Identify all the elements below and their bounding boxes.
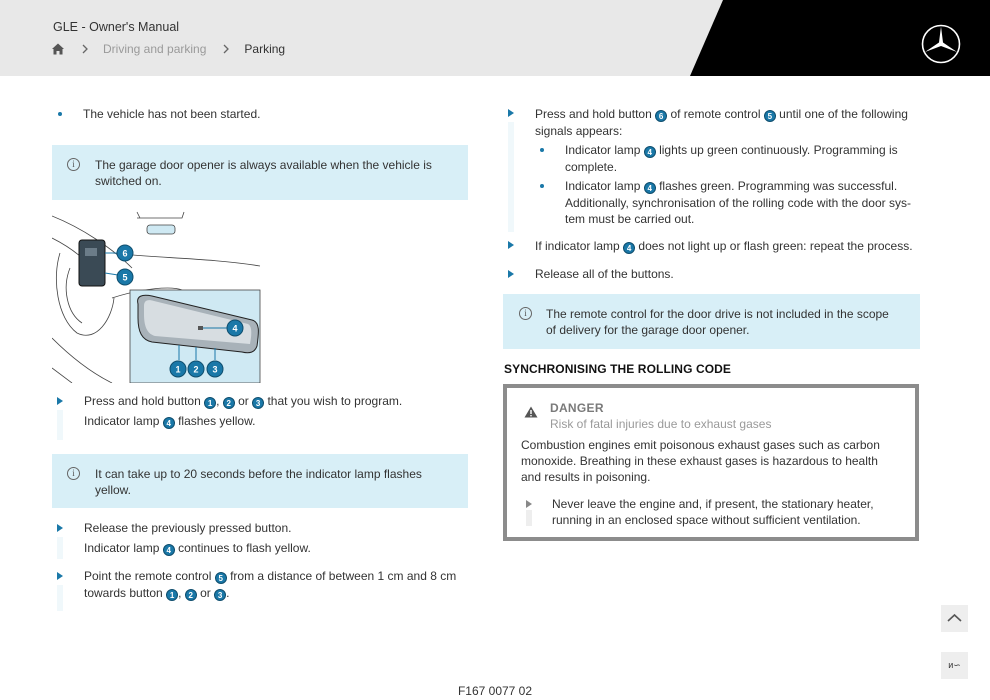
info-box-availability — [52, 145, 468, 200]
step-bar — [508, 122, 514, 232]
callout-1 — [170, 361, 186, 377]
callout-2 — [188, 361, 204, 377]
svg-text:1: 1 — [175, 364, 181, 375]
step-press-button: Press and hold button 1 , 2 or 3 that you wish to program. — [84, 394, 403, 408]
bullet-dot — [540, 184, 544, 188]
mercedes-star-logo — [920, 23, 962, 65]
chevron-right-icon — [222, 44, 230, 54]
step-release-button: Release the previously pressed button. — [84, 521, 292, 535]
breadcrumb — [51, 42, 285, 56]
callout-3 — [207, 361, 223, 377]
danger-step: Never leave the engine and, if present, the stationary heater, running in an enclosed space without sufficient ventilation. — [552, 497, 874, 527]
callout-4 — [227, 320, 243, 336]
step-arrow — [57, 524, 63, 532]
step-bar — [57, 537, 63, 559]
callout-5 — [117, 269, 133, 285]
prerequisite-text: The vehicle has not been started. — [83, 107, 261, 121]
app-title: GLE - Owner's Manual — [53, 20, 180, 34]
page-header — [0, 0, 990, 76]
scroll-up-button[interactable] — [941, 605, 968, 632]
info-text: It can take up to 20 seconds before the indicator lamp flashes yellow. — [95, 467, 422, 497]
signal-green-flashing: Indicator lamp 4 flashes green. Programming was successful. Additionally, synchronisation of the rolling code with the door sys-tem must be carried out. — [565, 179, 911, 226]
chevron-right-icon — [81, 44, 89, 54]
step-bar — [57, 585, 63, 611]
step-point-remote: Point the remote control 5 from a distance of between 1 cm and 8 cm towards button 1 , 2 or 3 . — [84, 569, 457, 600]
breadcrumb-item-parking[interactable]: Parking — [244, 42, 286, 56]
svg-text:4: 4 — [232, 323, 238, 334]
svg-text:3: 3 — [212, 364, 218, 375]
mirror-illustration — [52, 208, 264, 383]
svg-text:6: 6 — [122, 248, 128, 259]
callout-6 — [117, 245, 133, 261]
step-bar — [526, 510, 532, 526]
page-corner-button[interactable]: ᴎ∽ — [941, 652, 968, 679]
danger-box — [503, 384, 919, 541]
info-box-wait — [52, 454, 468, 508]
figure-code: F167 0077 02 — [457, 684, 533, 698]
step-arrow — [508, 241, 514, 249]
step-arrow — [526, 500, 532, 508]
info-text: The garage door opener is always available when the vehicle is switched on. — [95, 158, 432, 188]
step-press-remote: Press and hold button 6 of remote control 5 until one of the following signals appears: — [535, 107, 908, 138]
step-arrow — [508, 270, 514, 278]
info-text: The remote control for the door drive is not included in the scope of delivery for the garage door opener. — [546, 307, 889, 337]
info-icon: i — [67, 158, 80, 171]
step-arrow — [508, 109, 514, 117]
warning-triangle-icon — [524, 406, 538, 418]
info-icon: i — [67, 467, 80, 480]
step-arrow — [57, 572, 63, 580]
step-release-all: Release all of the buttons. — [535, 267, 674, 281]
step-bar — [57, 410, 63, 440]
step-arrow — [57, 397, 63, 405]
bullet-dot — [540, 148, 544, 152]
step-result-yellow: Indicator lamp 4 flashes yellow. — [84, 414, 256, 428]
section-title: SYNCHRONISING THE ROLLING CODE — [504, 362, 732, 376]
svg-text:2: 2 — [193, 364, 199, 375]
danger-body: Combustion engines emit poisonous exhaust gases such as carbon monoxide. Breathing in these exhaust gases is hazardous to health and results in poisoning. — [521, 438, 880, 484]
info-icon: i — [519, 307, 532, 320]
signal-green-continuous: Indicator lamp 4 lights up green continuously. Programming is complete. — [565, 143, 898, 174]
danger-title: DANGER — [550, 401, 604, 415]
info-box-delivery — [503, 294, 920, 349]
home-icon[interactable] — [51, 42, 65, 56]
breadcrumb-item-driving-and-parking[interactable]: Driving and parking — [103, 42, 207, 56]
danger-subtitle: Risk of fatal injuries due to exhaust gases — [550, 417, 772, 431]
step-repeat-process: If indicator lamp 4 does not light up or flash green: repeat the process. — [535, 239, 913, 253]
chevron-up-icon — [941, 605, 968, 632]
step-result-continue: Indicator lamp 4 continues to flash yellow. — [84, 541, 311, 555]
svg-text:5: 5 — [122, 272, 128, 283]
bullet-dot — [58, 112, 62, 116]
